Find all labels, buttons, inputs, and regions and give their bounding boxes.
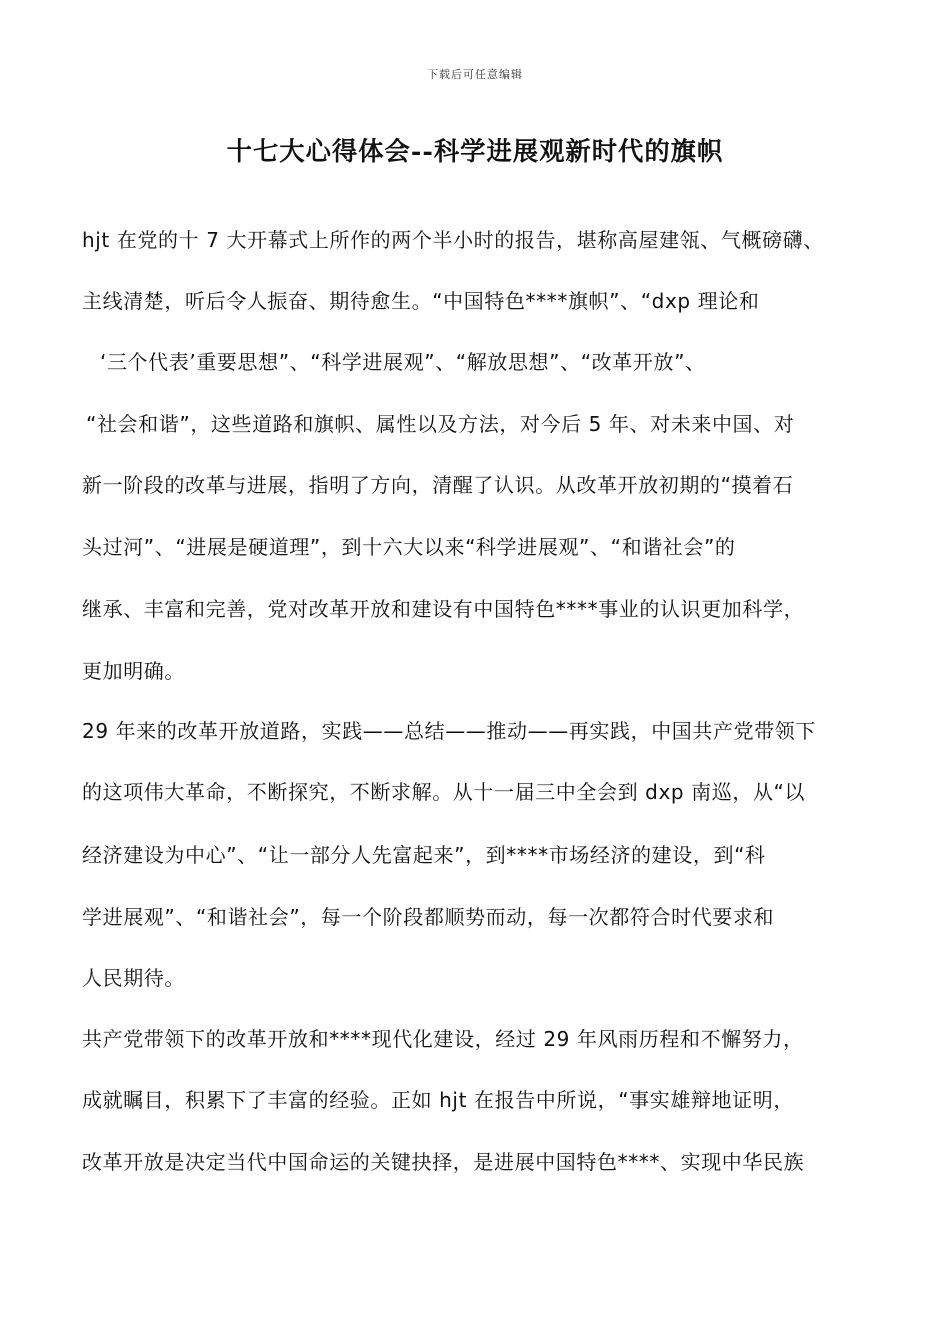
text-line: 继承、丰富和完善，党对改革开放和建设有中国特色****事业的认识更加科学，: [82, 597, 805, 621]
text-line: ‘三个代表’重要思想”、“科学进展观”、“解放思想”、“改革开放”、: [100, 350, 706, 374]
text-line: 29 年来的改革开放道路，实践——总结——推动——再实践，中国共产党带领下: [82, 719, 817, 743]
text-line: hjt 在党的十 7 大开幕式上所作的两个半小时的报告，堪称高屋建瓴、气概磅礴、: [82, 228, 824, 252]
document-title: 十七大心得体会--科学进展观新时代的旗帜: [226, 136, 724, 166]
text-line: 人民期待。: [82, 966, 185, 990]
text-line: “社会和谐”，这些道路和旗帜、属性以及方法，对今后 5 年、对未来中国、对: [86, 412, 795, 436]
text-line: 头过河”、“进展是硬道理”，到十六大以来“科学进展观”、“和谐社会”的: [82, 535, 736, 559]
text-line: 更加明确。: [82, 659, 185, 683]
text-line: 的这项伟大革命，不断探究，不断求解。从十一届三中全会到 dxp 南巡，从“以: [82, 780, 806, 804]
text-line: 成就瞩目，积累下了丰富的经验。正如 hjt 在报告中所说，“事实雄辩地证明，: [82, 1088, 794, 1112]
text-line: 新一阶段的改革与进展，指明了方向，清醒了认识。从改革开放初期的“摸着石: [82, 473, 794, 497]
text-line: 经济建设为中心”、“让一部分人先富起来”，到****市场经济的建设，到“科: [82, 843, 766, 867]
text-line: 学进展观”、“和谐社会”，每一个阶段都顺势而动，每一次都符合时代要求和: [82, 905, 775, 929]
header-note: 下载后可任意编辑: [427, 68, 523, 81]
text-line: 主线清楚，听后令人振奋、期待愈生。“中国特色****旗帜”、“dxp 理论和: [82, 289, 760, 313]
text-line: 改革开放是决定当代中国命运的关键抉择，是进展中国特色****、实现中华民族: [82, 1150, 805, 1174]
text-line: 共产党带领下的改革开放和****现代化建设，经过 29 年风雨历程和不懈努力，: [82, 1027, 804, 1051]
